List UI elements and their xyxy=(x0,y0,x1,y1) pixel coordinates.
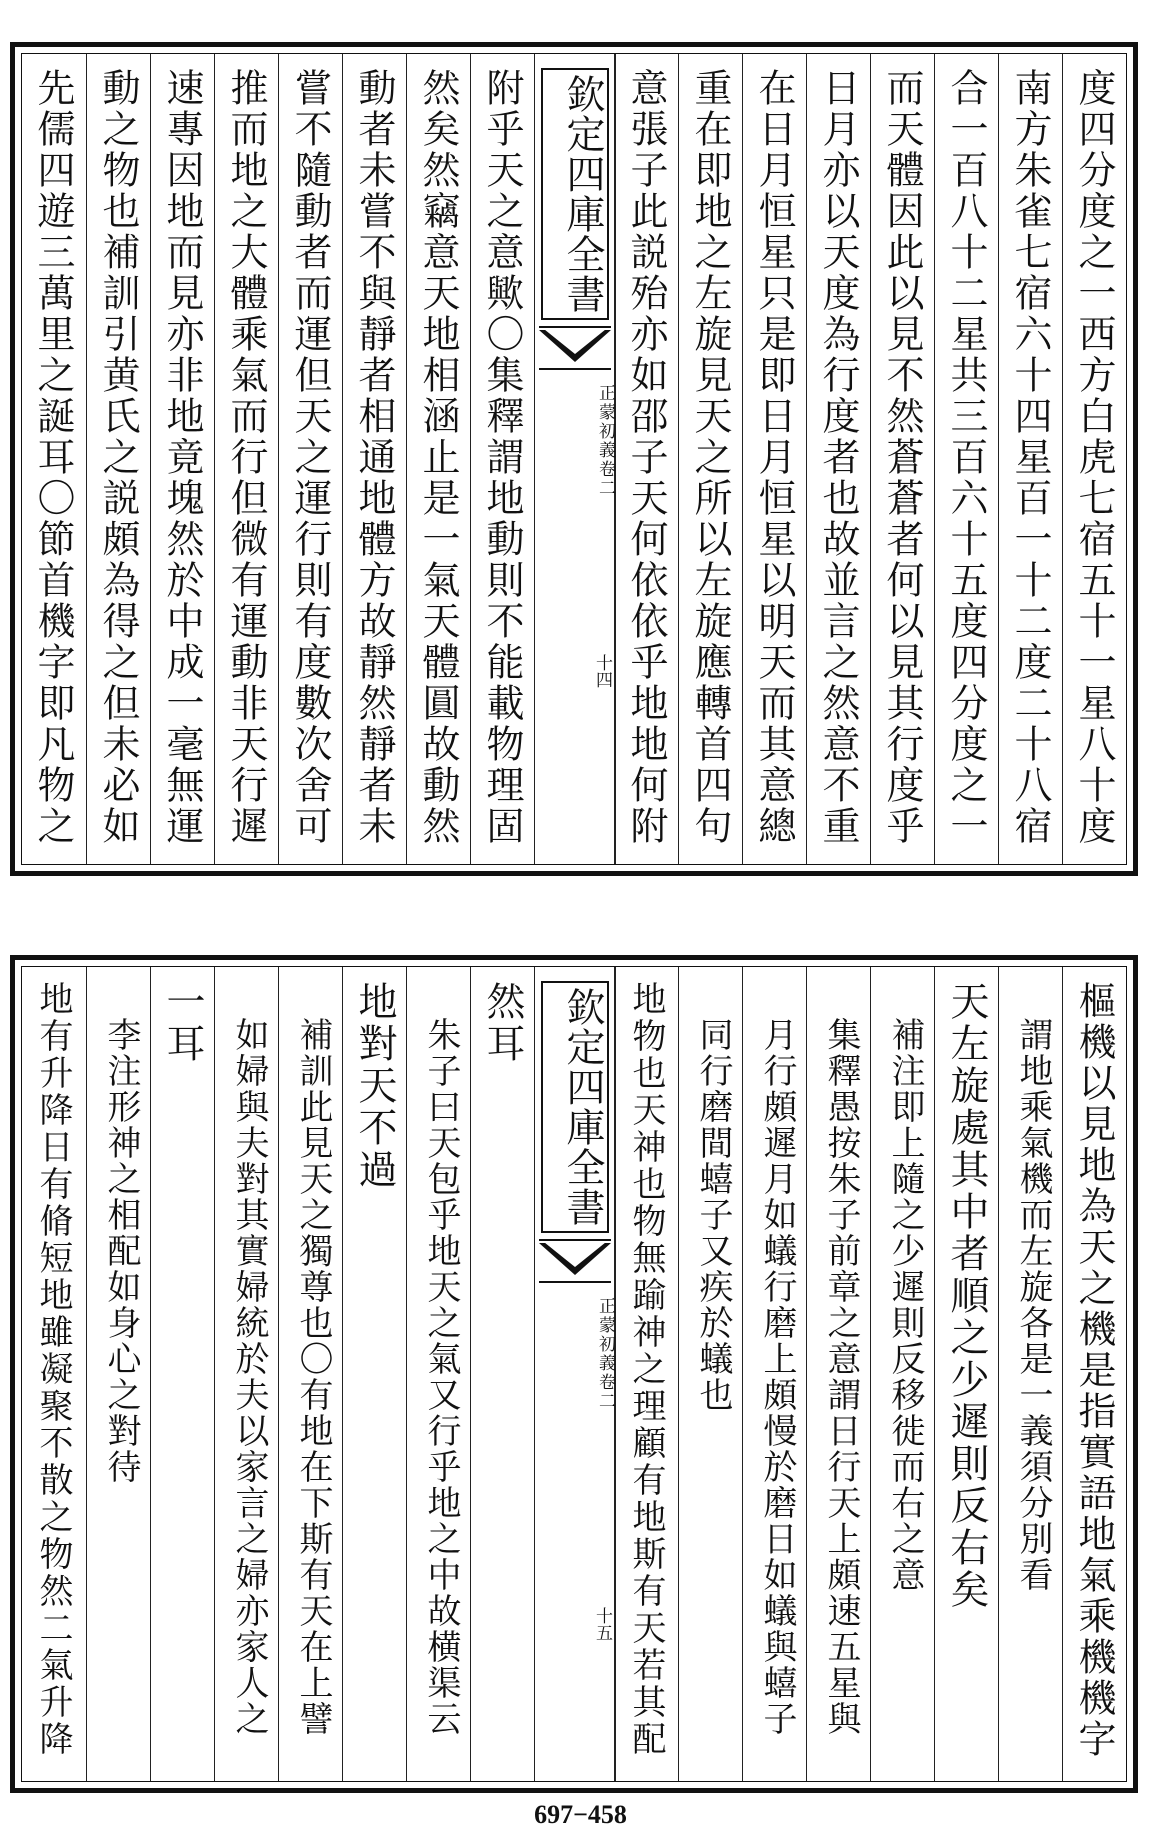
column-text: 合一百八十二星共三百六十五度四分度之一 xyxy=(944,68,988,847)
top-page-frame xyxy=(21,53,1127,865)
column-text: 樞機以見地為天之機是指實語地氣乘機機字 xyxy=(1072,981,1116,1760)
column-text: 李注形神之相配如身心之對待 xyxy=(101,981,141,1485)
text-column xyxy=(342,967,407,1781)
center-fold-column xyxy=(534,967,616,1781)
column-text: 嘗不隨動者而運但天之運行則有度數次舍可 xyxy=(288,68,332,847)
text-column xyxy=(742,54,807,864)
text-column xyxy=(342,54,407,864)
column-text: 如婦與夫對其實婦統於夫以家言之婦亦家人之 xyxy=(229,981,269,1737)
text-column xyxy=(150,54,215,864)
text-column xyxy=(278,54,343,864)
book-volume-label xyxy=(535,1297,615,1411)
column-text: 意張子此説殆亦如邵子天何依依乎地地何附 xyxy=(624,68,668,847)
text-column xyxy=(934,54,999,864)
page-footer-number: 697−458 xyxy=(534,1800,627,1829)
column-text: 天左旋處其中者順之少遲則反右矣 xyxy=(944,981,989,1611)
text-column xyxy=(934,967,999,1781)
text-column xyxy=(86,54,151,864)
text-column xyxy=(870,54,935,864)
volume-label: 卷二 xyxy=(595,1373,615,1411)
text-column xyxy=(1062,54,1127,864)
text-column xyxy=(678,54,743,864)
book-title: 正蒙初義 xyxy=(595,1297,615,1373)
text-column xyxy=(150,967,215,1781)
column-text: 集釋愚按朱子前章之意謂日行天上頗速五星與 xyxy=(821,981,861,1737)
text-column xyxy=(22,967,86,1781)
column-text: 在日月恒星只是即日月恒星以明天而其意總 xyxy=(752,68,796,847)
text-column xyxy=(806,967,871,1781)
text-column xyxy=(870,967,935,1781)
column-text: 地對天不過 xyxy=(352,981,397,1191)
text-column xyxy=(614,967,679,1781)
column-text: 謂地乘氣機而左旋各是一義須分別看 xyxy=(1013,981,1053,1593)
column-text: 動之物也補訓引黄氏之説頗為得之但未必如 xyxy=(96,68,140,847)
text-column xyxy=(806,54,871,864)
text-column xyxy=(22,54,86,864)
column-text: 先儒四遊三萬里之誕耳〇節首機字即凡物之 xyxy=(31,68,75,847)
text-column xyxy=(470,967,535,1781)
column-text: 而天體因此以見不然蒼蒼者何以見其行度乎 xyxy=(880,68,924,847)
column-text: 度四分度之一西方白虎七宿五十一星八十度 xyxy=(1072,68,1116,847)
leaf-number: 十四 xyxy=(592,654,612,688)
running-title: 欽定四庫全書 xyxy=(541,68,609,320)
column-text: 地物也天神也物無踰神之理顧有地斯有天若其配 xyxy=(626,981,666,1758)
text-column xyxy=(214,54,279,864)
running-title: 欽定四庫全書 xyxy=(541,981,609,1233)
volume-label: 卷二 xyxy=(595,460,615,498)
column-text: 月行頗遲月如蟻行磨上頗慢於磨日如蟻與蟢子 xyxy=(757,981,797,1737)
leaf-number: 十五 xyxy=(592,1607,612,1641)
bottom-page-frame xyxy=(21,966,1127,1782)
bottom-page-panel xyxy=(10,955,1138,1793)
book-volume-label xyxy=(535,384,615,498)
text-column xyxy=(214,967,279,1781)
text-column xyxy=(998,54,1063,864)
column-text: 然耳 xyxy=(480,981,525,1065)
column-text: 同行磨間蟢子又疾於蟻也 xyxy=(693,981,733,1413)
column-text: 一耳 xyxy=(160,981,205,1065)
book-title: 正蒙初義 xyxy=(595,384,615,460)
column-text: 地有升降日有脩短地雖凝聚不散之物然二氣升降 xyxy=(33,981,73,1758)
column-text: 重在即地之左旋見天之所以左旋應轉首四句 xyxy=(688,68,732,847)
text-column xyxy=(278,967,343,1781)
column-text: 日月亦以天度為行度者也故並言之然意不重 xyxy=(816,68,860,847)
fish-tail-mark xyxy=(539,1239,611,1283)
fish-tail-mark xyxy=(539,326,611,370)
column-text: 補注即上隨之少遲則反移徙而右之意 xyxy=(885,981,925,1593)
text-column xyxy=(614,54,679,864)
text-column xyxy=(742,967,807,1781)
center-fold-column xyxy=(534,54,616,864)
text-column xyxy=(406,54,471,864)
text-column xyxy=(406,967,471,1781)
column-text: 南方朱雀七宿六十四星百一十二度二十八宿 xyxy=(1008,68,1052,847)
column-text: 朱子曰天包乎地天之氣又行乎地之中故横渠云 xyxy=(421,981,461,1737)
column-text: 推而地之大體乘氣而行但微有運動非天行遲 xyxy=(224,68,268,847)
text-column xyxy=(678,967,743,1781)
top-page-panel xyxy=(10,42,1138,876)
column-text: 速專因地而見亦非地竟塊然於中成一毫無運 xyxy=(160,68,204,847)
text-column xyxy=(86,967,151,1781)
text-column xyxy=(470,54,535,864)
column-text: 附乎天之意歟〇集釋謂地動則不能載物理固 xyxy=(480,68,524,847)
column-text: 補訓此見天之獨尊也〇有地在下斯有天在上譬 xyxy=(293,981,333,1737)
text-column xyxy=(998,967,1063,1781)
column-text: 動者未嘗不與靜者相通地體方故靜然靜者未 xyxy=(352,68,396,847)
text-column xyxy=(1062,967,1127,1781)
column-text: 然矣然竊意天地相涵止是一氣天體圓故動然 xyxy=(416,68,460,847)
